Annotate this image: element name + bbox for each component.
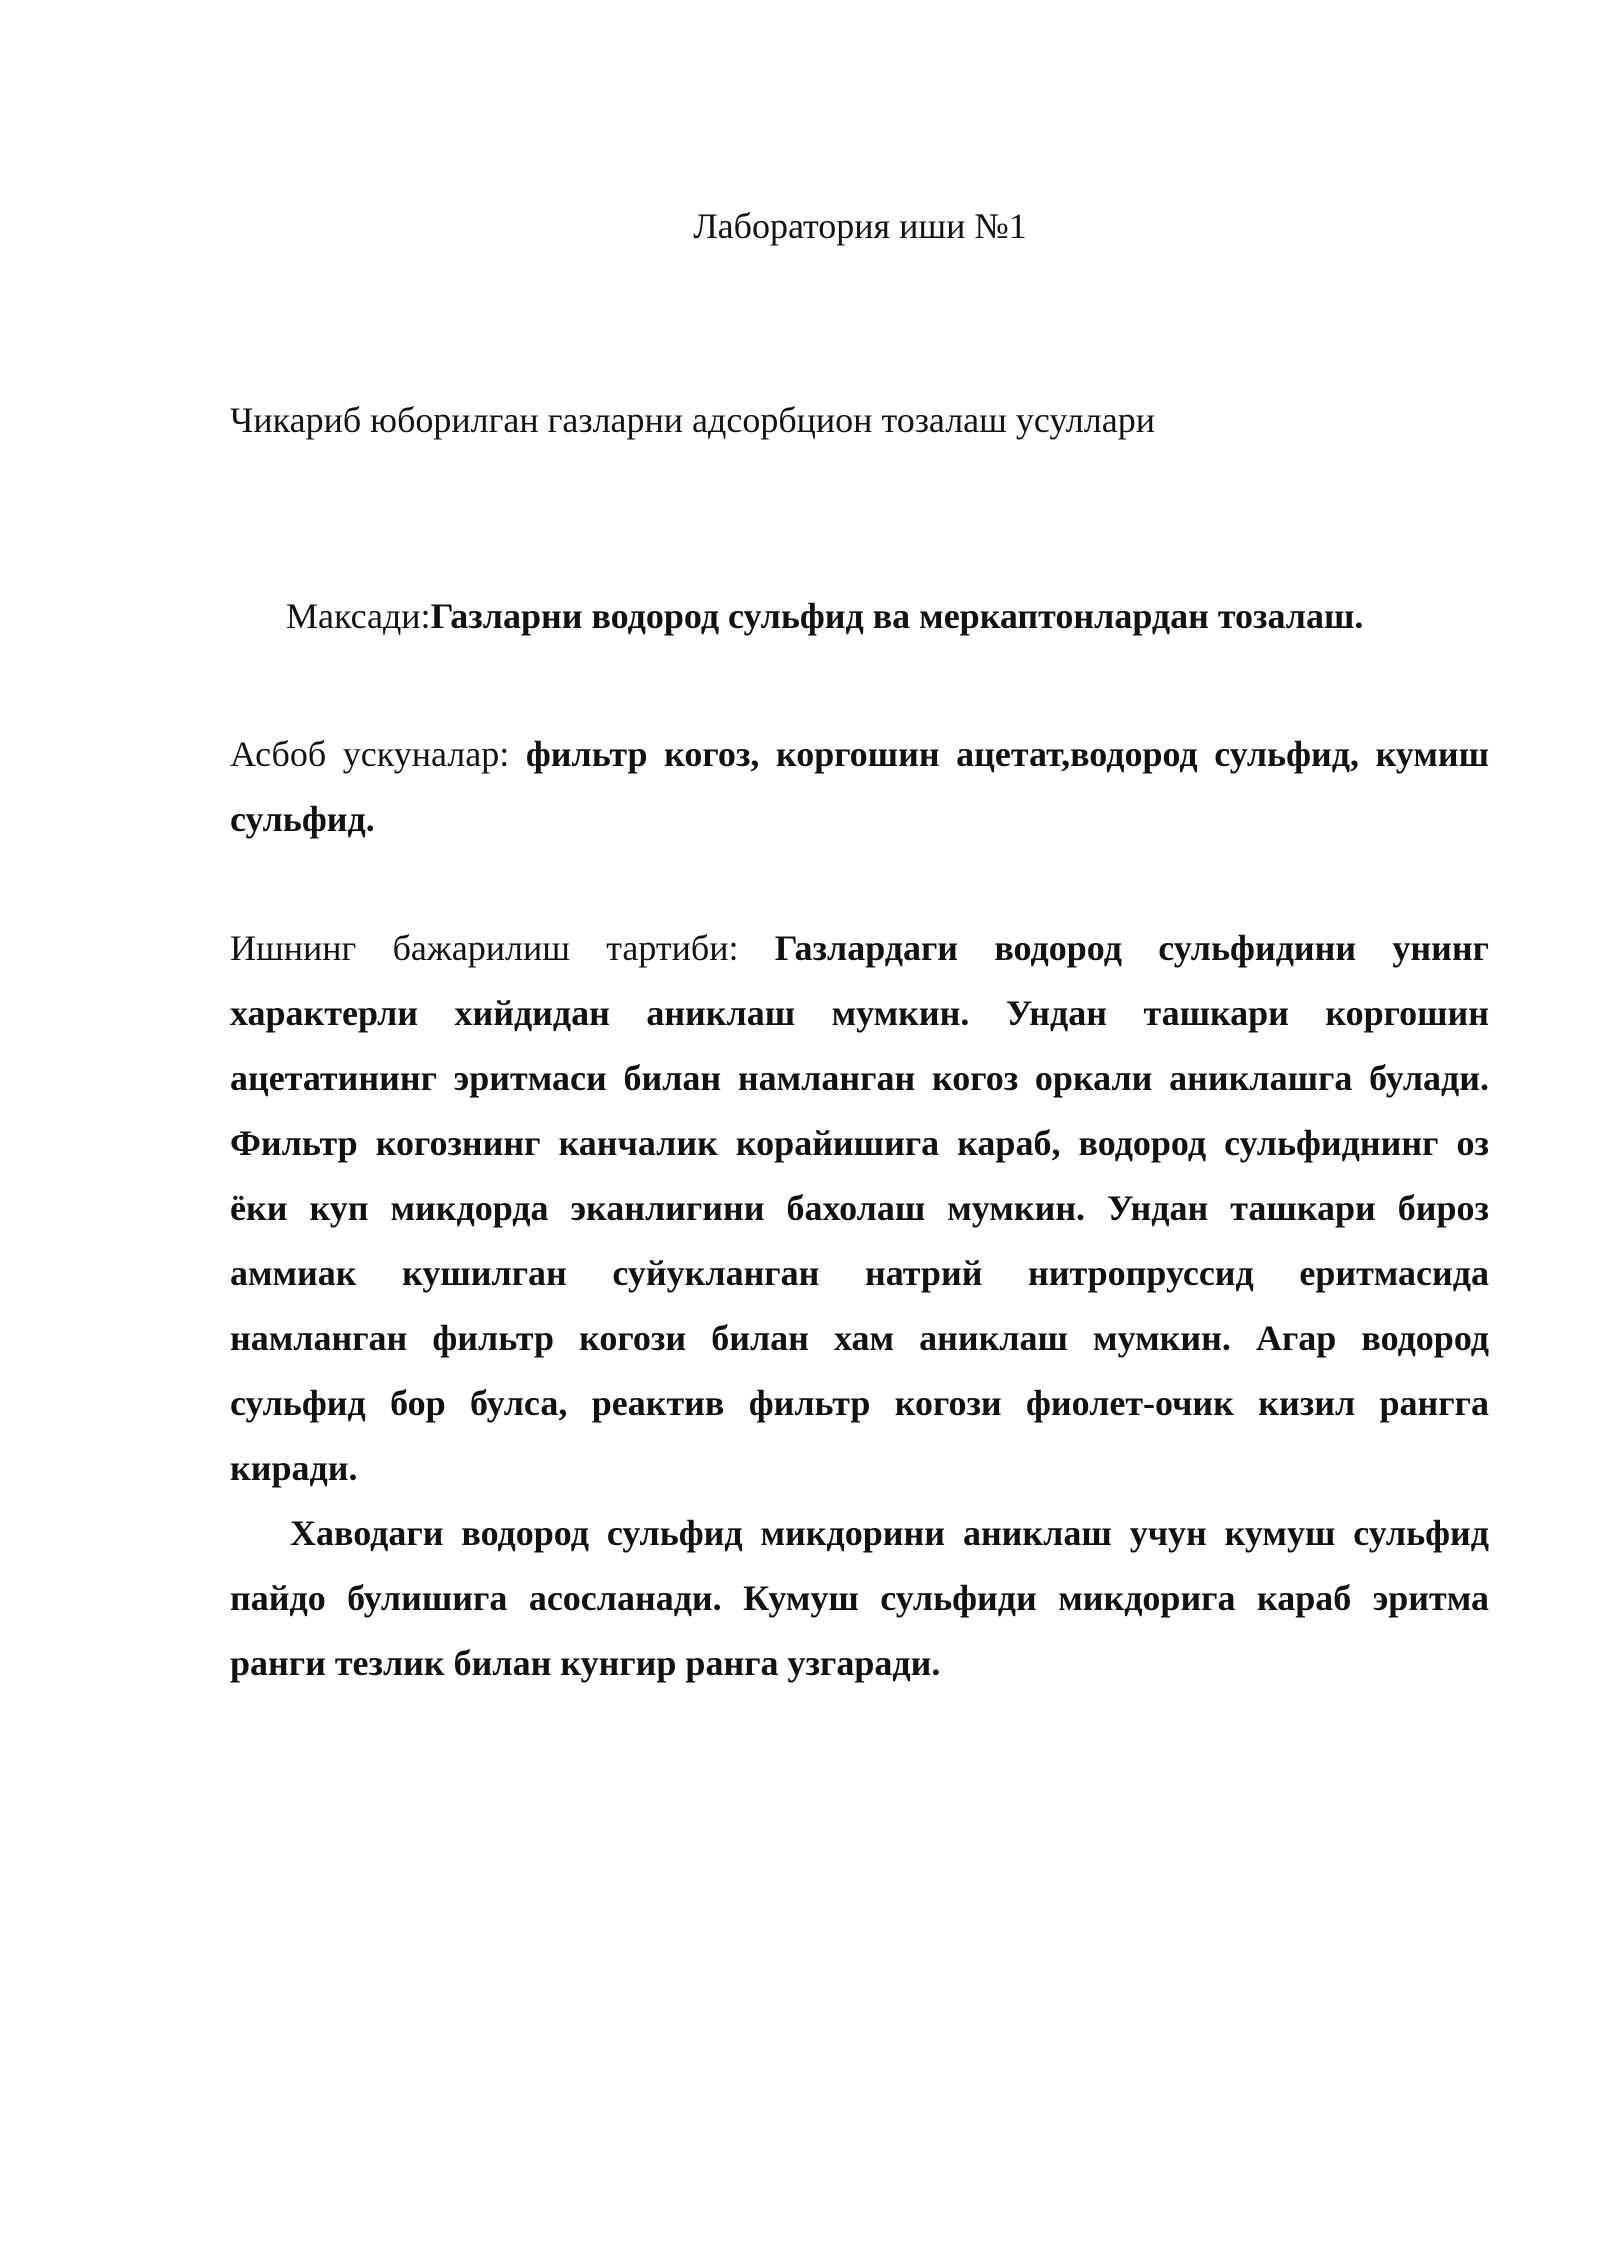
equipment-paragraph [230, 722, 1489, 852]
procedure-paragraph-2: Хаводаги водород сульфид микдорини аниклаш учун кумуш сульфид пайдо булишига асосланади. Кумуш сульфиди микдорига караб эритма ранги тезлик билан кунгир ранга узгаради. [230, 1513, 1489, 1683]
goal-label: Максади: [286, 596, 431, 636]
procedure-text-1: Газлардаги водород сульфидини унинг характерли хийдидан аниклаш мумкин. Ундан ташкари коргошин ацетатининг эритмаси билан намланган когоз оркали аниклашга булади. Фильтр когознинг канчалик корайишига караб, водород сульфиднинг оз ёки куп микдорда эканлигини бахолаш мумкин. Ундан ташкари бироз аммиак кушилган суйукланган натрий нитропруссид еритмасида намланган фильтр когози билан хам аниклаш мумкин. Агар водород сульфид бор булса, реактив фильтр когози фиолет-очик кизил рангга киради. [230, 928, 1489, 1488]
subtitle-text: Чикариб юборилган газларни адсорбцион тозалаш усуллари [230, 400, 1155, 440]
page-title [0, 204, 1600, 248]
equipment-section [230, 722, 1489, 852]
procedure-paragraph-1 [230, 916, 1489, 1501]
procedure-label: Ишнинг бажарилиш тартиби: [230, 928, 775, 968]
title-text: Лаборатория иши №1 [693, 206, 1027, 246]
goal-section [286, 592, 1545, 640]
equipment-label: Асбоб ускуналар: [230, 734, 526, 774]
procedure-section [230, 916, 1489, 1696]
goal-text: Газларни водород сульфид ва меркаптонлардан тозалаш. [430, 596, 1364, 636]
equipment-text: фильтр когоз, коргошин ацетат,водород сульфид, кумиш сульфид. [230, 734, 1489, 839]
document-subtitle [230, 398, 1489, 442]
